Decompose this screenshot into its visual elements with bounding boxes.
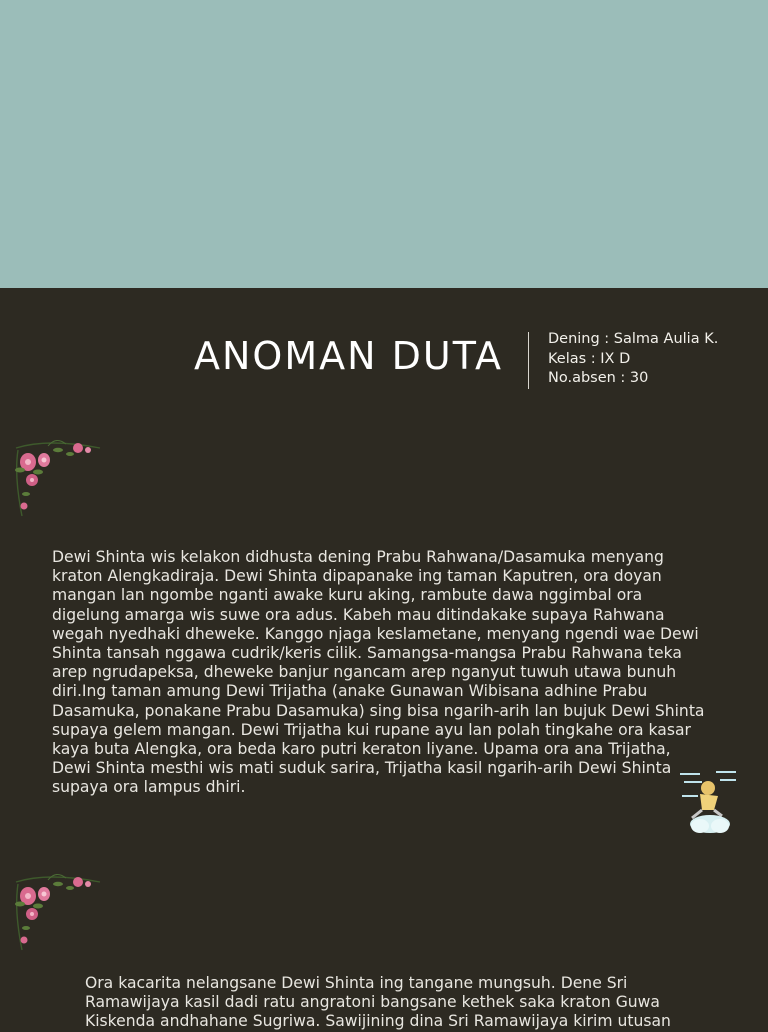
story-paragraph-2: Ora kacarita nelangsane Dewi Shinta ing tangane mungsuh. Dene Sri Ramawijaya kasil dadi ratu angratoni bangsane kethek saka kraton Guwa Kiskenda andhahane Sugriwa. Sawijining dina Sri Ramawijaya kirim utusan [85,974,671,1031]
slide-title: ANOMAN DUTA [194,334,503,378]
author-absen: No.absen : 30 [548,370,649,386]
header-band [0,0,768,288]
flower-corner-icon [8,870,108,956]
author-name: Dening : Salma Aulia K. [548,331,719,347]
author-class: Kelas : IX D [548,350,631,367]
title-divider [528,332,529,389]
author-info [548,330,718,389]
flower-corner-icon [8,436,108,522]
story-paragraph-1: Dewi Shinta wis kelakon didhusta dening Prabu Rahwana/Dasamuka menyang kraton Alengkadiraja. Dewi Shinta dipapanake ing taman Kaputren, ora doyan mangan lan ngombe nganti awake kuru aking, rambute dawa nggimbal ora digelung amarga wis suwe ora adus. Kabeh mau ditindakake supaya Rahwana wegah nyedhaki dheweke. Kanggo njaga keslametane, menyang ngendi wae Dewi Shinta tansah nggawa cudrik/keris cilik. Samangsa-mangsa Prabu Rahwana teka arep ngrudapeksa, dheweke banjur ngancam arep nganyut tuwuh utawa bunuh diri.Ing taman amung Dewi Trijatha (anake Gunawan Wibisana adhine Prabu Dasamuka, ponakane Prabu Dasamuka) sing bisa ngarih-arih lan bujuk Dewi Shinta supaya gelem mangan. Dewi Trijatha kui rupane ayu lan polah tingkahe ora kasar kaya buta Alengka, ora beda karo putri keraton liyane. Upama ora ana Trijatha, Dewi Shinta mesthi wis mati suduk sarira, Trijatha kasil ngarih-arih Dewi Shinta supaya ora lampus dhiri. [52,548,705,797]
hanoman-flying-icon [678,766,738,838]
